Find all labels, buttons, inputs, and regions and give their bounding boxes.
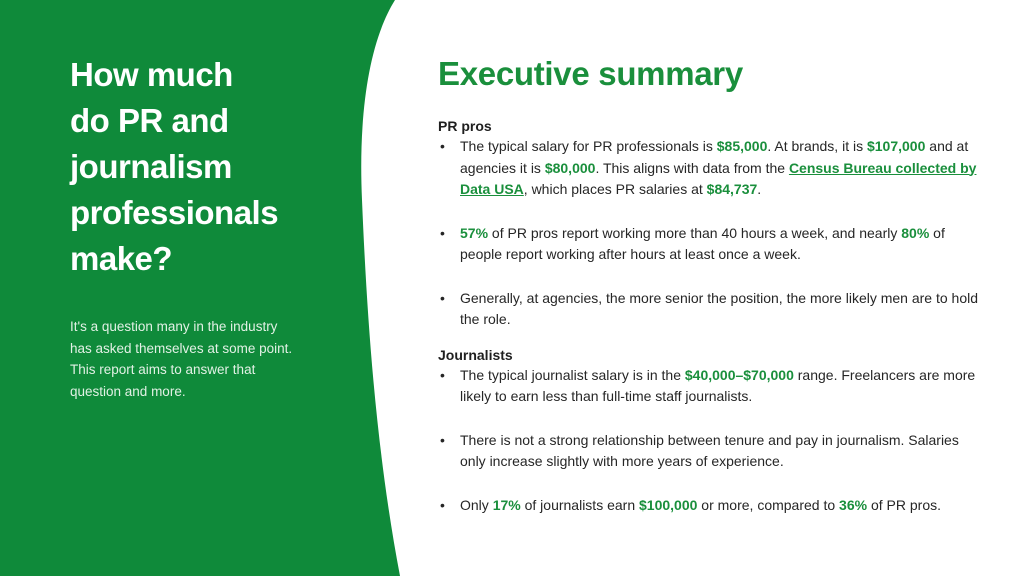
bullet-text: .: [757, 181, 762, 197]
list-item: [438, 223, 983, 266]
headline-line: journalism: [70, 148, 232, 185]
bullet-text: or more, compared to: [697, 496, 840, 513]
stat-value: 80%: [901, 224, 930, 241]
summary-title: Executive summary: [438, 55, 743, 92]
stat-value: $84,737: [706, 181, 758, 197]
intro-text: It's a question many in the industry has asked themselves at some point. This report aims to answer that question and more.: [70, 319, 293, 399]
stat-value: $100,000: [639, 496, 698, 513]
headline-line: make?: [70, 240, 173, 277]
bullet-text: . At brands, it is: [767, 138, 867, 154]
stat-value: 57%: [460, 224, 489, 241]
bullet-text: The typical salary for PR professionals is: [460, 138, 717, 154]
executive-summary: [438, 54, 983, 516]
headline-line: How much: [70, 56, 233, 93]
bullet-text: of people report working after hours at least once a week.: [460, 224, 945, 262]
bullet-text: . This aligns with data from the: [595, 159, 789, 176]
bullet-text: Only: [460, 496, 493, 513]
stat-value: 36%: [839, 496, 868, 513]
bullet-text: , which places PR salaries at: [523, 181, 707, 197]
journalists-heading: Journalists: [438, 346, 513, 363]
bullet-text: Generally, at agencies, the more senior the position, the more likely men are to hold the role.: [460, 289, 979, 327]
stat-value: $40,000–$70,000: [684, 366, 794, 383]
pr-pros-heading: PR pros: [438, 118, 492, 134]
list-item: [438, 365, 983, 408]
stat-value: $85,000: [716, 138, 768, 154]
list-item: [438, 495, 983, 517]
bullet-text: The typical journalist salary is in the: [460, 366, 685, 383]
journalists-list: [438, 365, 983, 517]
pr-pros-list: [438, 136, 983, 331]
list-item: [438, 430, 983, 473]
headline-line: professionals: [70, 194, 279, 231]
stat-value: $80,000: [544, 159, 596, 176]
list-item: [438, 288, 983, 331]
bullet-text: of PR pros report working more than 40 hours a week, and nearly: [488, 224, 902, 241]
list-item: [438, 136, 983, 201]
headline-line: do PR and: [70, 102, 229, 139]
bullet-text: of PR pros.: [867, 496, 941, 513]
census-bureau-link[interactable]: Census Bureau collected by Data USA: [460, 159, 977, 197]
left-panel: [70, 52, 370, 416]
headline: [70, 52, 370, 282]
bullet-text: There is not a strong relationship between tenure and pay in journalism. Salaries only increase slightly with more years of experience.: [460, 431, 959, 469]
stat-value: 17%: [492, 496, 521, 513]
bullet-text: range. Freelancers are more likely to earn less than full-time staff journalists.: [460, 366, 976, 404]
stat-value: $107,000: [866, 138, 926, 154]
bullet-text: of journalists earn: [520, 496, 640, 513]
bullet-text: and at agencies it is: [460, 138, 969, 176]
